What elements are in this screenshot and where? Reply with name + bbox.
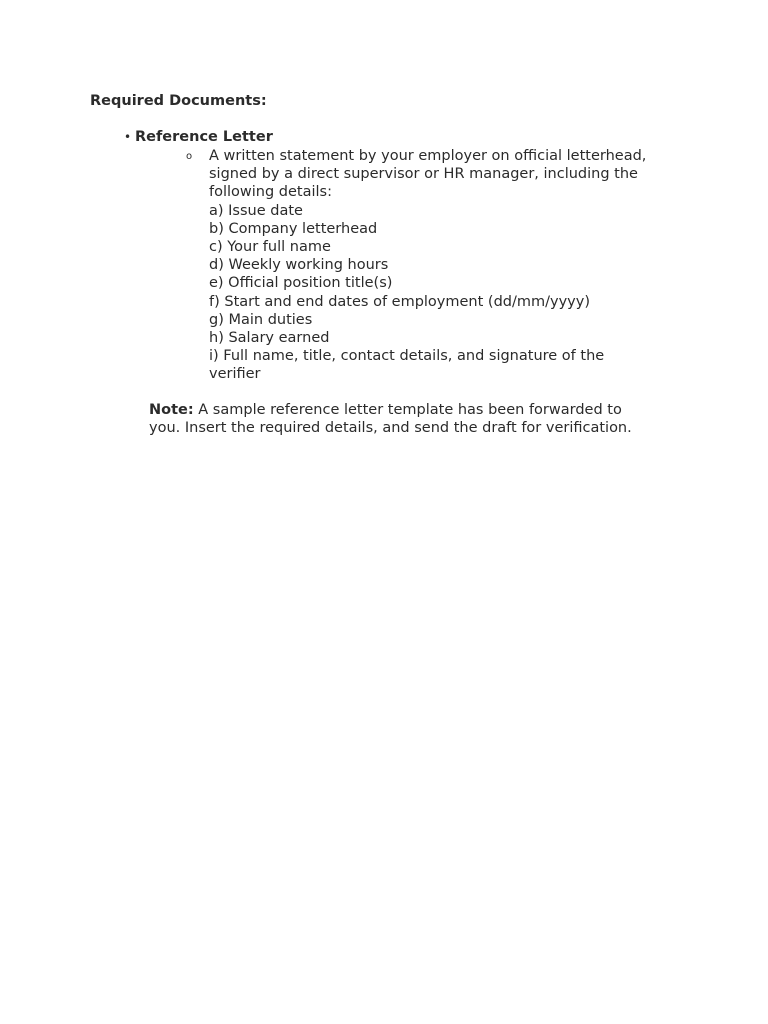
detail-main-duties: g) Main duties: [209, 311, 313, 328]
detail-full-name: c) Your full name: [209, 239, 331, 256]
sub-item-description: [209, 147, 689, 384]
bullet-marker: •: [124, 130, 132, 144]
description-line: A written statement by your employer on official letterhead,: [209, 148, 647, 164]
detail-working-hours: d) Weekly working hours: [209, 257, 389, 274]
description-line: following details:: [209, 184, 332, 201]
bullet-label: Reference Letter: [135, 129, 273, 145]
note-line-1: [149, 401, 689, 419]
detail-verifier: i) Full name, title, contact details, and signature of the: [209, 348, 605, 365]
note-text: A sample reference letter template has been forwarded to: [193, 402, 622, 418]
note-label: Note:: [149, 402, 194, 418]
detail-salary: h) Salary earned: [209, 330, 330, 347]
detail-position-title: e) Official position title(s): [209, 275, 393, 292]
note-paragraph: [149, 401, 689, 437]
detail-company-letterhead: b) Company letterhead: [209, 220, 378, 237]
detail-employment-dates: f) Start and end dates of employment (dd/mm/yyyy): [209, 293, 590, 310]
detail-verifier-continued: verifier: [209, 366, 261, 383]
sub-bullet-marker: o: [186, 151, 193, 162]
description-line: signed by a direct supervisor or HR manager, including the: [209, 166, 638, 183]
note-line-2: you. Insert the required details, and send the draft for verification.: [149, 420, 632, 437]
section-heading: Required Documents:: [90, 93, 267, 109]
bullet-item-reference-letter: [124, 128, 273, 146]
detail-issue-date: a) Issue date: [209, 202, 303, 219]
